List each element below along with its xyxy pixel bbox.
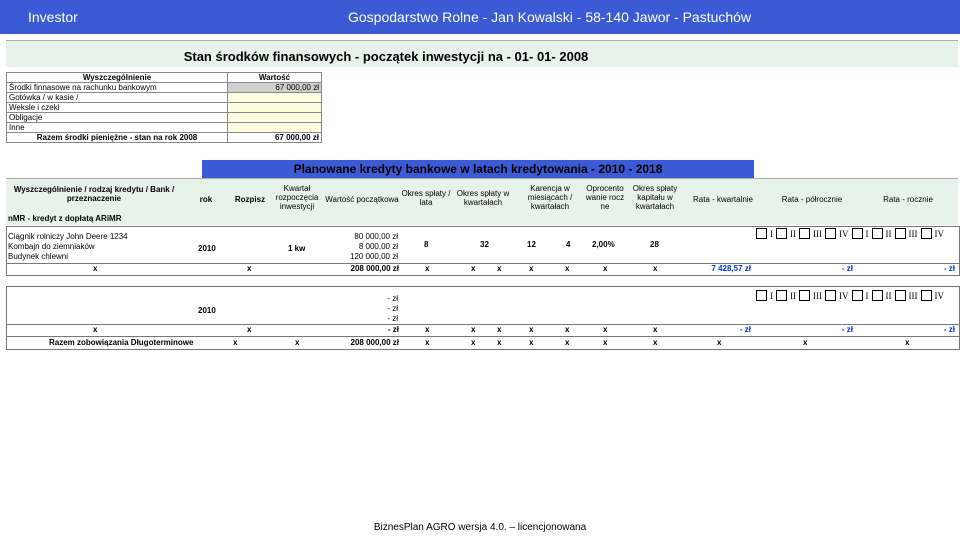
hdr-okres-lata: Okres spłaty / lata: [401, 189, 451, 207]
sum-x: x: [425, 325, 430, 334]
total-label: Razem środki pieniężne - stan na rok 2008: [7, 133, 228, 143]
sum-x: x: [471, 264, 476, 273]
total-x: x: [425, 338, 430, 347]
hdr-okres-kap: Okres spłaty kapitału w kwartałach: [632, 184, 678, 211]
finance-table: [6, 72, 322, 143]
loan1-rok[interactable]: 2010: [198, 244, 216, 253]
quarter-label: II: [790, 228, 796, 239]
quarter-label: IV: [839, 228, 849, 239]
loan1-item-label: Ciągnik rolniczy John Deere 1234: [8, 232, 128, 241]
total-x: x: [803, 338, 808, 347]
row-label: Weksle i czeki: [7, 103, 228, 113]
loan1-kwartal[interactable]: 1 kw: [288, 244, 306, 253]
farm-name: Gospodarstwo Rolne - Jan Kowalski - 58-140 Jawor - Pastuchów: [348, 9, 752, 25]
checkbox[interactable]: [852, 290, 863, 301]
row-label: Gotówka / w kasie /: [7, 93, 228, 103]
sum-rata-pol: - zł: [841, 325, 853, 334]
quarter-label: I: [770, 228, 773, 239]
quarter-label: III: [813, 228, 822, 239]
sum-x: x: [653, 325, 658, 334]
hdr-item: [10, 185, 178, 203]
checkbox[interactable]: [756, 290, 767, 301]
sum-x: x: [497, 325, 502, 334]
quarter-label: IV: [934, 290, 944, 301]
loan1-karencja-k: 4: [566, 240, 571, 249]
sum-rata-rok: - zł: [943, 325, 955, 334]
quarter-label: II: [790, 290, 796, 301]
total-value: 67 000,00 zł: [228, 133, 322, 143]
sum-x: x: [565, 325, 570, 334]
total-x: x: [717, 338, 722, 347]
loan1-okres-lata[interactable]: 8: [424, 240, 429, 249]
loan1-oprocent[interactable]: 2,00%: [592, 240, 615, 249]
checkbox[interactable]: [921, 228, 932, 239]
sum-value: - zł: [387, 325, 399, 334]
sum-rata-pol: - zł: [841, 264, 853, 273]
checkbox[interactable]: [895, 228, 906, 239]
quarter-label: IV: [934, 228, 944, 239]
total-row: [6, 336, 960, 350]
loan2-item-value[interactable]: - zł: [387, 314, 398, 323]
quarter-label: III: [813, 290, 822, 301]
quarter-label: III: [908, 290, 918, 301]
sum-x: x: [247, 264, 252, 273]
checkbox[interactable]: [756, 228, 767, 239]
app-name: Investor: [28, 9, 78, 25]
checkbox[interactable]: [895, 290, 906, 301]
total-x: x: [497, 338, 502, 347]
quarter-label: I: [865, 290, 869, 301]
checkbox[interactable]: [825, 228, 836, 239]
loan1-item-value[interactable]: 120 000,00 zł: [349, 252, 398, 261]
hdr-oprocent: Oprocentowanie roczne: [585, 184, 625, 211]
checkbox[interactable]: [872, 228, 883, 239]
loan1-item-value[interactable]: 8 000,00 zł: [358, 242, 398, 251]
hdr-rok: rok: [199, 195, 213, 204]
row-value[interactable]: 67 000,00 zł: [228, 83, 322, 93]
loan2-rok[interactable]: 2010: [198, 306, 216, 315]
loan1-item-value[interactable]: 80 000,00 zł: [354, 232, 398, 241]
loan2-quarter-checkboxes: [756, 290, 944, 301]
loan1-item-label: Kombajn do ziemniaków: [8, 242, 95, 251]
loan1-okres-kap: 28: [650, 240, 659, 249]
row-label: Środki finnasowe na rachunku bankowym: [7, 83, 228, 93]
sum-x: x: [653, 264, 658, 273]
total-label: Razem zobowiązania Długoterminowe: [49, 338, 194, 347]
loan2-item-value[interactable]: - zł: [387, 304, 398, 313]
loan2-item-value[interactable]: - zł: [387, 294, 398, 303]
sum-x: x: [603, 325, 608, 334]
sum-rata-kw: 7 428,57 zł: [711, 264, 751, 273]
sum-x: x: [247, 325, 252, 334]
total-x: x: [295, 338, 300, 347]
row-label: Obligacje: [7, 113, 228, 123]
loan1-okres-kw: 32: [480, 240, 489, 249]
row-value[interactable]: [228, 113, 322, 123]
sum-x: x: [603, 264, 608, 273]
hdr-rata-pol: Rata - półrocznie: [781, 195, 843, 204]
section1-title: Stan środków finansowych - początek inwestycji na - 01- 01- 2008: [183, 49, 589, 64]
quarter-label: IV: [839, 290, 849, 301]
quarter-label: II: [885, 228, 892, 239]
sum-rata-kw: - zł: [739, 325, 751, 334]
hdr-okres-kw: Okres spłaty w kwartałach: [456, 189, 510, 207]
hdr-karencja: Karencja w miesiącach / kwartałach: [527, 184, 573, 211]
sum-x: x: [497, 264, 502, 273]
sum-x: x: [471, 325, 476, 334]
loan1-name: nMR - kredyt z dopłatą ARiMR: [8, 214, 122, 223]
sum-x: x: [529, 325, 534, 334]
row-value[interactable]: [228, 123, 322, 133]
hdr-wartosc: Wartość początkowa: [325, 195, 399, 204]
row-value[interactable]: [228, 103, 322, 113]
checkbox[interactable]: [776, 290, 787, 301]
hdr-kwartal: Kwartał rozpoczęcia inwestycji: [275, 184, 319, 211]
sum-value: 208 000,00 zł: [350, 264, 399, 273]
checkbox[interactable]: [921, 290, 932, 301]
col-value-header: Wartość: [228, 73, 322, 83]
sum-x: x: [565, 264, 570, 273]
quarter-label: I: [770, 290, 773, 301]
total-x: x: [603, 338, 608, 347]
loan1-sum-row: [6, 263, 960, 276]
sum-x: x: [425, 264, 430, 273]
row-label: Inne: [7, 123, 228, 133]
loan1-item-label: Budynek chlewni: [8, 252, 69, 261]
total-x: x: [905, 338, 910, 347]
title-bar: [0, 0, 960, 34]
sum-x: x: [93, 325, 98, 334]
total-x: x: [233, 338, 238, 347]
loan1-karencja-m[interactable]: 12: [527, 240, 536, 249]
section2-title: Planowane kredyty bankowe w latach kredytowania - 2010 - 2018: [202, 160, 754, 178]
sum-x: x: [529, 264, 534, 273]
sum-x: x: [93, 264, 98, 273]
quarter-label: I: [865, 228, 869, 239]
hdr-rozpisz: Rozpisz: [234, 195, 266, 204]
footer-text: BiznesPlan AGRO wersja 4.0. – licencjonowana: [373, 522, 587, 533]
hdr-rata-kw: Rata - kwartalnie: [692, 195, 754, 204]
row-value[interactable]: [228, 93, 322, 103]
checkbox[interactable]: [799, 290, 810, 301]
hdr-item-text: Wyszczególnienie / rodzaj kredytu / Bank / przeznaczenie: [13, 185, 175, 203]
total-x: x: [529, 338, 534, 347]
checkbox[interactable]: [776, 228, 787, 239]
hdr-rata-rok: Rata - rocznie: [883, 195, 933, 204]
checkbox[interactable]: [872, 290, 883, 301]
total-value: 208 000,00 zł: [350, 338, 399, 347]
total-x: x: [653, 338, 658, 347]
sum-rata-rok: - zł: [943, 264, 955, 273]
checkbox[interactable]: [852, 228, 863, 239]
col-item-header: Wyszczególnienie: [7, 73, 228, 83]
loan1-quarter-checkboxes: [756, 228, 944, 239]
total-x: x: [471, 338, 476, 347]
quarter-label: II: [885, 290, 892, 301]
quarter-label: III: [908, 228, 918, 239]
total-x: x: [565, 338, 570, 347]
checkbox[interactable]: [799, 228, 810, 239]
checkbox[interactable]: [825, 290, 836, 301]
